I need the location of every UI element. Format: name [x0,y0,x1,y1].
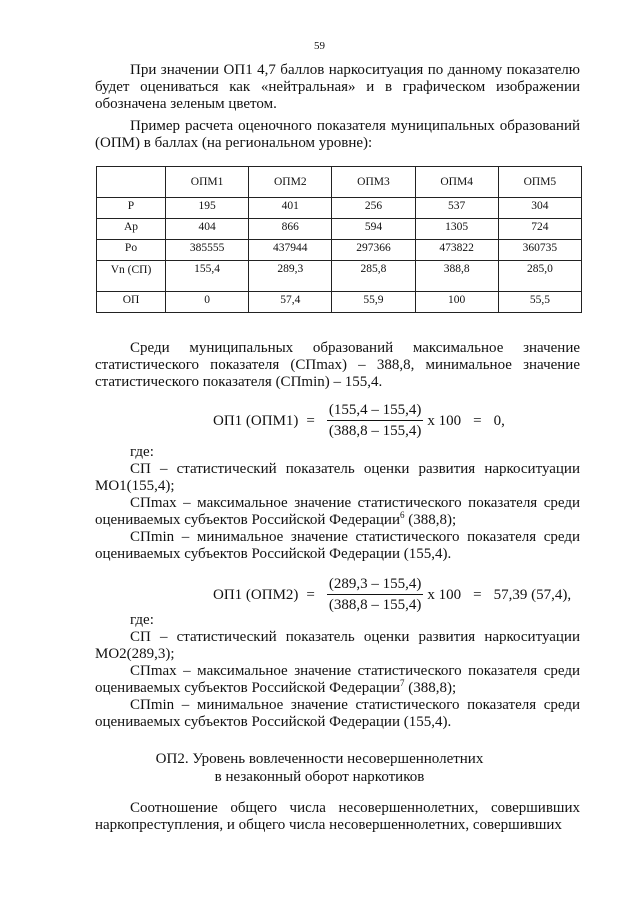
equals-sign: = [306,586,315,603]
table-cell: 388,8 [415,261,498,292]
table-cell: 100 [415,292,498,313]
sp-definition: СП – статистический показатель оценки развития наркоситуации МО2(289,3); [95,629,580,662]
fraction-numerator: (155,4 – 155,4) [327,402,424,421]
table-cell: 55,9 [332,292,415,313]
formula-result: 57,39 (57,4), [493,586,572,603]
table-row [97,198,582,219]
table-cell: 57,4 [249,292,332,313]
fraction [327,402,424,440]
multiplier: x 100 [427,412,462,429]
table-cell: 195 [166,198,249,219]
equals-sign: = [473,412,482,429]
formula-op1-opm1 [213,402,505,440]
fraction-denominator: (388,8 – 155,4) [328,423,422,439]
table-cell: 304 [498,198,581,219]
table-cell: 594 [332,219,415,240]
fraction-denominator: (388,8 – 155,4) [328,597,422,613]
section-heading-line: ОП2. Уровень вовлеченности несовершеннолетних [155,751,484,767]
table-cell: 285,8 [332,261,415,292]
table-cell: 404 [166,219,249,240]
fraction [327,576,424,614]
spmin-definition: СПmin – минимальное значение статистического показателя среди оцениваемых субъектов Российской Федерации (155,4). [95,697,580,730]
table-cell: 297366 [332,240,415,261]
table-cell: 437944 [249,240,332,261]
spmin-definition: СПmin – минимальное значение статистического показателя среди оцениваемых субъектов Российской Федерации (155,4). [95,529,580,562]
table-header-cell: ОПМ5 [498,167,581,198]
page-number: 59 [314,40,325,52]
where-label: где: [130,444,154,460]
example-paragraph: Пример расчета оценочного показателя муниципальных образований (ОПМ) в баллах (на региональном уровне): [95,118,580,151]
fraction-numerator: (289,3 – 155,4) [327,576,424,595]
footnote-ref: 7 [400,678,405,688]
where-label: где: [130,612,154,628]
table-cell: 537 [415,198,498,219]
table-header-row [97,167,582,198]
table-row [97,261,582,292]
formula-op1-opm2 [213,576,571,614]
section-heading-line: в незаконный оборот наркотиков [214,769,425,785]
table-cell: 724 [498,219,581,240]
footnote-ref: 6 [400,510,405,520]
intro-paragraph: При значении ОП1 4,7 баллов наркоситуация по данному показателю будет оцениваться как «нейтральная» и в графическом изображении обозначена зеленым цветом. [95,62,580,112]
among-paragraph: Среди муниципальных образований максимальное значение статистического показателя (СПmax) – 388,8, минимальное значение статистического показателя (СПmin) – 155,4. [95,340,580,390]
where-block-2 [95,612,580,731]
opm-table [96,166,582,313]
table-row-label: Ap [97,219,166,240]
table-header-cell [97,167,166,198]
table-cell: 289,3 [249,261,332,292]
table-cell: 256 [332,198,415,219]
final-paragraph: Соотношение общего числа несовершеннолетних, совершивших наркопреступления, и общего числа несовершеннолетних, совершивших [95,800,580,833]
section-heading [0,750,639,786]
table-cell: 0 [166,292,249,313]
equals-sign: = [473,586,482,603]
spmax-definition: СПmax – максимальное значение статистического показателя среди оцениваемых субъектов Российской Федерации$^7$ (388,8); [95,663,580,696]
formula-lhs: ОП1 (ОПМ1) [213,412,299,429]
table-cell: 285,0 [498,261,581,292]
formula-lhs: ОП1 (ОПМ2) [213,586,299,603]
table-row [97,240,582,261]
table-header-cell: ОПМ2 [249,167,332,198]
equals-sign: = [306,412,315,429]
table-row [97,219,582,240]
table-header-cell: ОПМ4 [415,167,498,198]
formula-result: 0, [493,412,505,429]
table-row-label: ОП [97,292,166,313]
table-row-label: Po [97,240,166,261]
table-cell: 385555 [166,240,249,261]
table-cell: 360735 [498,240,581,261]
multiplier: x 100 [427,586,462,603]
table-cell: 866 [249,219,332,240]
sp-definition: СП – статистический показатель оценки развития наркоситуации МО1(155,4); [95,461,580,494]
table-cell: 473822 [415,240,498,261]
table-cell: 1305 [415,219,498,240]
table-row-label: P [97,198,166,219]
spmax-definition: СПmax – максимальное значение статистического показателя среди оцениваемых субъектов Российской Федерации$^6$ (388,8); [95,495,580,528]
table-header-cell: ОПМ1 [166,167,249,198]
table-cell: 155,4 [166,261,249,292]
table-row [97,292,582,313]
table-header-cell: ОПМ3 [332,167,415,198]
where-block-1 [95,444,580,563]
table-cell: 55,5 [498,292,581,313]
table-row-label: Vn (СП) [97,261,166,292]
table-cell: 401 [249,198,332,219]
